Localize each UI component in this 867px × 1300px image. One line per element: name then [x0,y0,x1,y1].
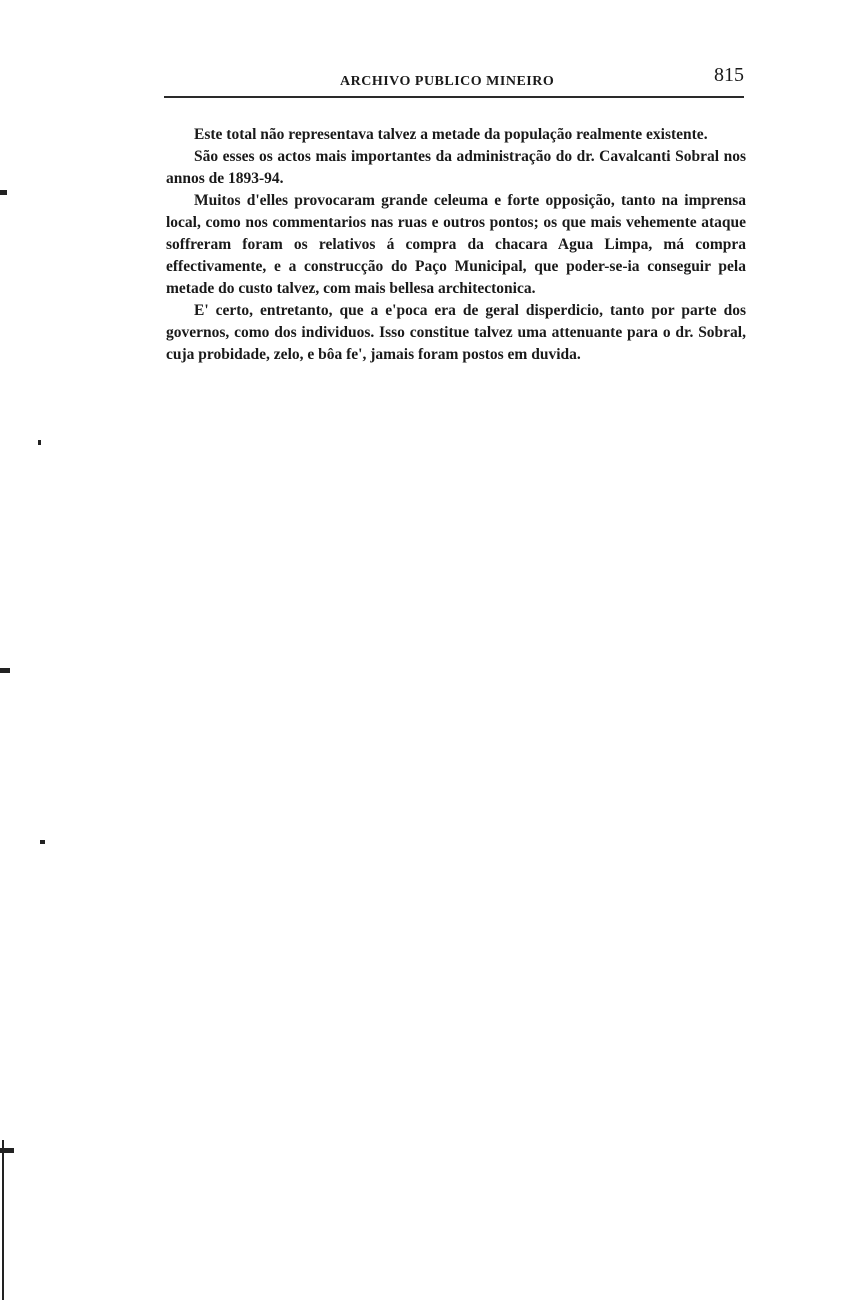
page-number: 815 [714,64,744,86]
scan-mark [0,1148,14,1153]
running-header [160,60,750,100]
scan-mark [0,190,7,195]
body-text [166,124,746,366]
paragraph: São esses os actos mais importantes da administração do dr. Cavalcanti Sobral nos annos de 1893-94. [166,148,746,187]
paragraph: Este total não representava talvez a metade da população realmente existente. [194,126,708,143]
paragraph: Muitos d'elles provocaram grande celeuma e forte opposição, tanto na imprensa local, como nos commentarios nas ruas e outros pontos; os que mais vehemente ataque soffreram foram os relativos á compra da chacara Agua Limpa, má compra effectivamente, e a construcção do Paço Municipal, que poder-se-ia conseguir pela metade do custo talvez, com mais bellesa architectonica. [166,192,746,297]
header-rule [164,96,744,98]
running-title: ARCHIVO PUBLICO MINEIRO [340,74,555,89]
scan-mark [38,440,41,445]
paragraph: E' certo, entretanto, que a e'poca era de geral disperdicio, tanto por parte dos governos, como dos individuos. Isso constitue talvez uma attenuante para o dr. Sobral, cuja probidade, zelo, e bôa fe', jamais foram postos em duvida. [166,302,746,363]
scan-mark [40,840,45,844]
scan-mark [0,668,10,673]
binding-edge [2,1140,4,1300]
